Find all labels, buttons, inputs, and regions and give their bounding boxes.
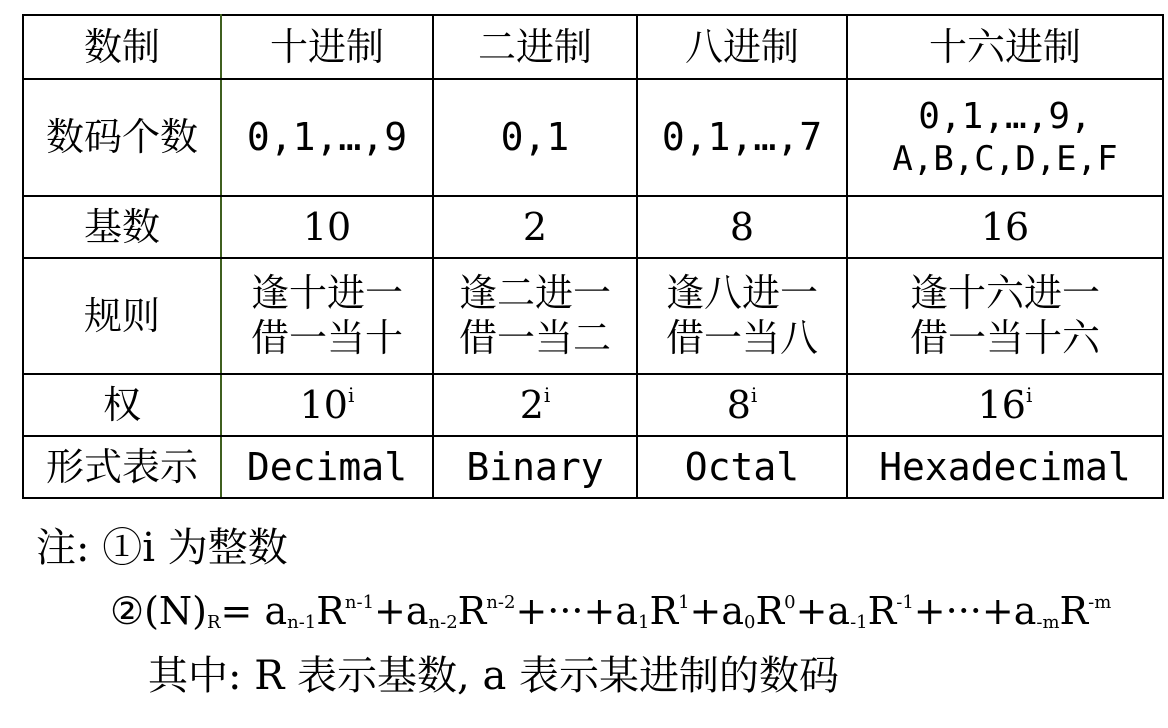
formula-operator: + <box>795 589 828 633</box>
number-system-table <box>22 14 1164 499</box>
formula-coef-sub: 0 <box>744 612 756 633</box>
cell-hex-weight <box>847 374 1163 436</box>
formula-radix-exp: n-1 <box>344 592 375 613</box>
weight-exponent: i <box>750 382 758 407</box>
table-row <box>23 436 1163 498</box>
formula-coef-sub: 1 <box>638 612 650 633</box>
cell-hex-rule <box>847 258 1163 374</box>
cell-decimal-rule <box>221 258 433 374</box>
hex-digits-line1: 0,1,…,9, <box>918 96 1092 138</box>
formula-coef: a <box>721 589 745 633</box>
cell-octal-name: 八进制 <box>637 15 847 79</box>
formula-radix-exp: -1 <box>896 592 914 613</box>
table-row <box>23 196 1163 258</box>
weight-exponent: i <box>543 382 551 407</box>
table-row <box>23 79 1163 196</box>
formula-coef: a <box>827 589 851 633</box>
formula-radix: R <box>867 589 897 633</box>
rule-carry: 逢二进一 <box>458 271 611 316</box>
cell-binary-weight <box>433 374 637 436</box>
expansion-formula <box>36 589 1112 656</box>
table-row <box>23 258 1163 374</box>
formula-coef: a <box>1013 589 1037 633</box>
cell-hex-name: 十六进制 <box>847 15 1163 79</box>
cell-hex-radix: 16 <box>847 196 1163 258</box>
cell-decimal-name: 十进制 <box>221 15 433 79</box>
cell-octal-radix: 8 <box>637 196 847 258</box>
row-header-weight: 权 <box>23 374 221 436</box>
formula-coef-sub: n-1 <box>287 612 317 633</box>
formula-radix: R <box>316 589 345 633</box>
formula-coef-sub: n-2 <box>428 612 458 633</box>
rule-borrow: 借一当十 <box>250 316 403 360</box>
cell-decimal-weight <box>221 374 433 436</box>
notes-section <box>36 525 1112 720</box>
note-integer: 注: ①i 为整数 <box>36 525 288 571</box>
rule-borrow: 借一当二 <box>458 316 611 360</box>
cell-binary-rule <box>433 258 637 374</box>
formula-coef-sub: -1 <box>850 612 868 633</box>
row-header-digits: 数码个数 <box>23 79 221 196</box>
cell-octal-notation: Octal <box>637 436 847 498</box>
formula-radix: R <box>755 589 785 633</box>
rule-carry: 逢十六进一 <box>909 271 1100 316</box>
hex-digits-line2: A,B,C,D,E,F <box>892 138 1118 179</box>
formula-radix: R <box>1059 589 1089 633</box>
formula-prefix: ②(N) <box>110 589 207 633</box>
row-header-notation: 形式表示 <box>23 436 221 498</box>
cell-hex-digits <box>847 79 1163 196</box>
rule-carry: 逢十进一 <box>250 271 403 316</box>
cell-binary-name: 二进制 <box>433 15 637 79</box>
rule-borrow: 借一当十六 <box>909 316 1100 360</box>
weight-base: 10 <box>299 382 348 427</box>
cell-octal-weight <box>637 374 847 436</box>
formula-radix: R <box>457 589 487 633</box>
formula-operator: +···+ <box>515 589 616 633</box>
formula-radix-exp: -m <box>1088 592 1112 613</box>
formula-sub-r: R <box>206 612 221 633</box>
row-header-radix: 基数 <box>23 196 221 258</box>
formula-operator: +···+ <box>913 589 1014 633</box>
weight-exponent: i <box>1025 382 1033 407</box>
cell-octal-digits: 0,1,…,7 <box>637 79 847 196</box>
cell-binary-radix: 2 <box>433 196 637 258</box>
cell-octal-rule <box>637 258 847 374</box>
cell-binary-digits: 0,1 <box>433 79 637 196</box>
formula-radix-exp: n-2 <box>486 592 516 613</box>
note-legend: 其中: R 表示基数, a 表示某进制的数码 <box>148 653 840 699</box>
cell-decimal-digits: 0,1,…,9 <box>221 79 433 196</box>
table-row <box>23 15 1163 79</box>
formula-radix: R <box>649 589 679 633</box>
weight-base: 16 <box>977 382 1026 427</box>
cell-hex-notation: Hexadecimal <box>847 436 1163 498</box>
weight-exponent: i <box>347 382 355 407</box>
formula-equals: = <box>220 589 253 633</box>
cell-decimal-radix: 10 <box>221 196 433 258</box>
table-row <box>23 374 1163 436</box>
formula-operator: + <box>689 589 722 633</box>
formula-coef: a <box>615 589 639 633</box>
cell-binary-notation: Binary <box>433 436 637 498</box>
cell-decimal-notation: Decimal <box>221 436 433 498</box>
formula-operator: + <box>374 589 406 633</box>
formula-radix-exp: 0 <box>784 592 796 613</box>
weight-base: 8 <box>726 382 751 427</box>
formula-coef: a <box>405 589 429 633</box>
row-header-rule: 规则 <box>23 258 221 374</box>
weight-base: 2 <box>519 382 544 427</box>
rule-carry: 逢八进一 <box>665 271 818 316</box>
rule-borrow: 借一当八 <box>665 316 818 360</box>
formula-coef-sub: -m <box>1036 612 1060 633</box>
row-header-system: 数制 <box>23 15 221 79</box>
formula-coef: a <box>264 589 288 633</box>
formula-radix-exp: 1 <box>678 592 690 613</box>
